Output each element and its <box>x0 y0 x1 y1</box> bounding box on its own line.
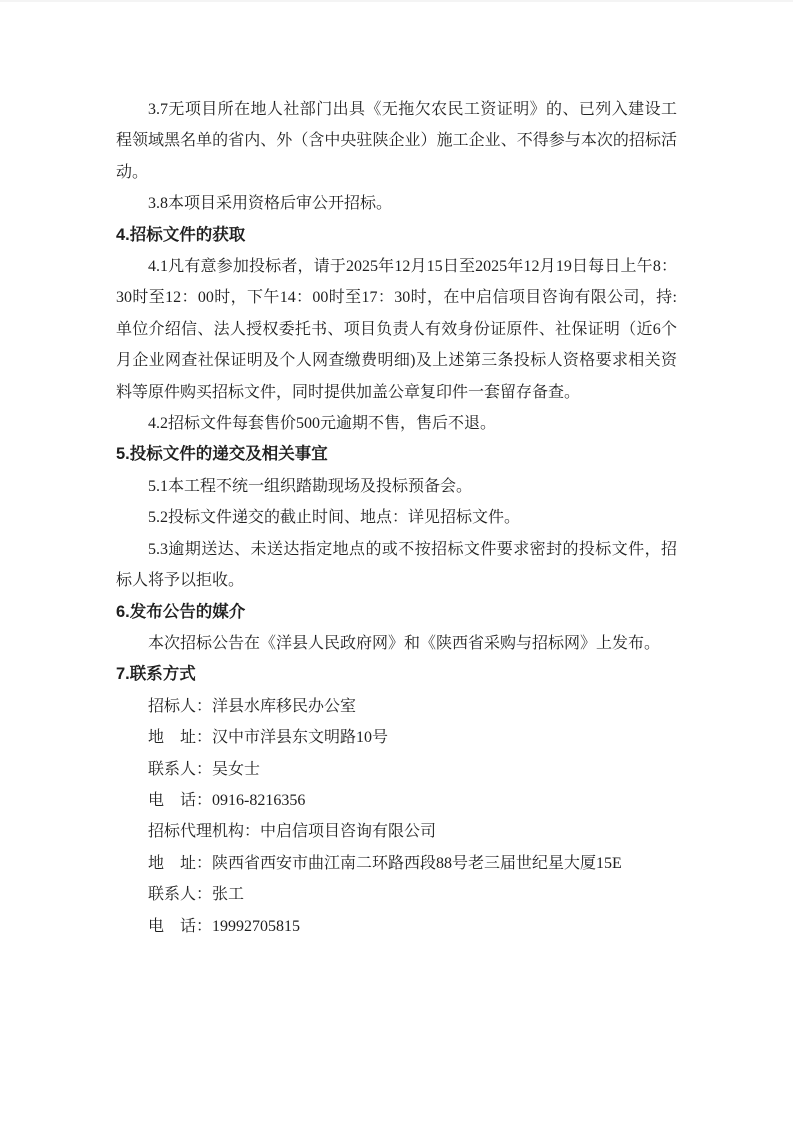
paragraph-5-1: 5.1本工程不统一组织踏勘现场及投标预备会。 <box>148 477 473 495</box>
contact-tenderer-phone: 电 话：0916-8216356 <box>148 791 306 809</box>
contact-tenderer-name: 招标人：洋县水库移民办公室 <box>148 697 357 715</box>
document-content <box>116 94 677 942</box>
contact-agency-person: 联系人：张工 <box>148 886 245 904</box>
paragraph-3-7: 3.7无项目所在地人社部门出具《无拖欠农民工资证明》的、已列入建设工程领域黑名单的省内、外（含中央驻陕企业）施工企业、不得参与本次的招标活动。 <box>116 101 677 181</box>
contact-tenderer-address: 地 址：汉中市洋县东文明路10号 <box>148 729 389 747</box>
paragraph-4-2: 4.2招标文件每套售价500元逾期不售，售后不退。 <box>148 415 497 433</box>
contact-tenderer-person: 联系人：吴女士 <box>148 760 261 778</box>
contact-agency-name: 招标代理机构：中启信项目咨询有限公司 <box>148 823 437 841</box>
contact-agency-address: 地 址：陕西省西安市曲江南二环路西段88号老三届世纪星大厦15E <box>148 854 622 872</box>
paragraph-5-3: 5.3逾期送达、未送达指定地点的或不按招标文件要求密封的投标文件，招标人将予以拒收。 <box>116 540 677 590</box>
paragraph-3-8: 3.8本项目采用资格后审公开招标。 <box>148 195 393 213</box>
section-heading-4-obtaining-bid-documents: 4.招标文件的获取 <box>116 225 246 244</box>
paragraph-6-body: 本次招标公告在《洋县人民政府网》和《陕西省采购与招标网》上发布。 <box>148 634 661 652</box>
section-heading-5-bid-submission: 5.投标文件的递交及相关事宜 <box>116 445 328 464</box>
section-heading-7-contact-info: 7.联系方式 <box>116 665 196 684</box>
contact-agency-phone: 电 话：19992705815 <box>148 917 301 935</box>
page-top-edge <box>0 0 793 2</box>
section-heading-6-announcement-media: 6.发布公告的媒介 <box>116 602 246 621</box>
paragraph-4-1: 4.1凡有意参加投标者，请于2025年12月15日至2025年12月19日每日上午8：30时至12：00时，下午14：00时至17：30时，在中启信项目咨询有限公司，持:单位介绍信、法人授权委托书、项目负责人有效身份证原件、社保证明（近6个月企业网查社保证明及个人网查缴费明细)及上述第三条投标人资格要求相关资料等原件购买招标文件，同时提供加盖公章复印件一套留存备查。 <box>116 258 677 401</box>
paragraph-5-2: 5.2投标文件递交的截止时间、地点：详见招标文件。 <box>148 509 521 527</box>
